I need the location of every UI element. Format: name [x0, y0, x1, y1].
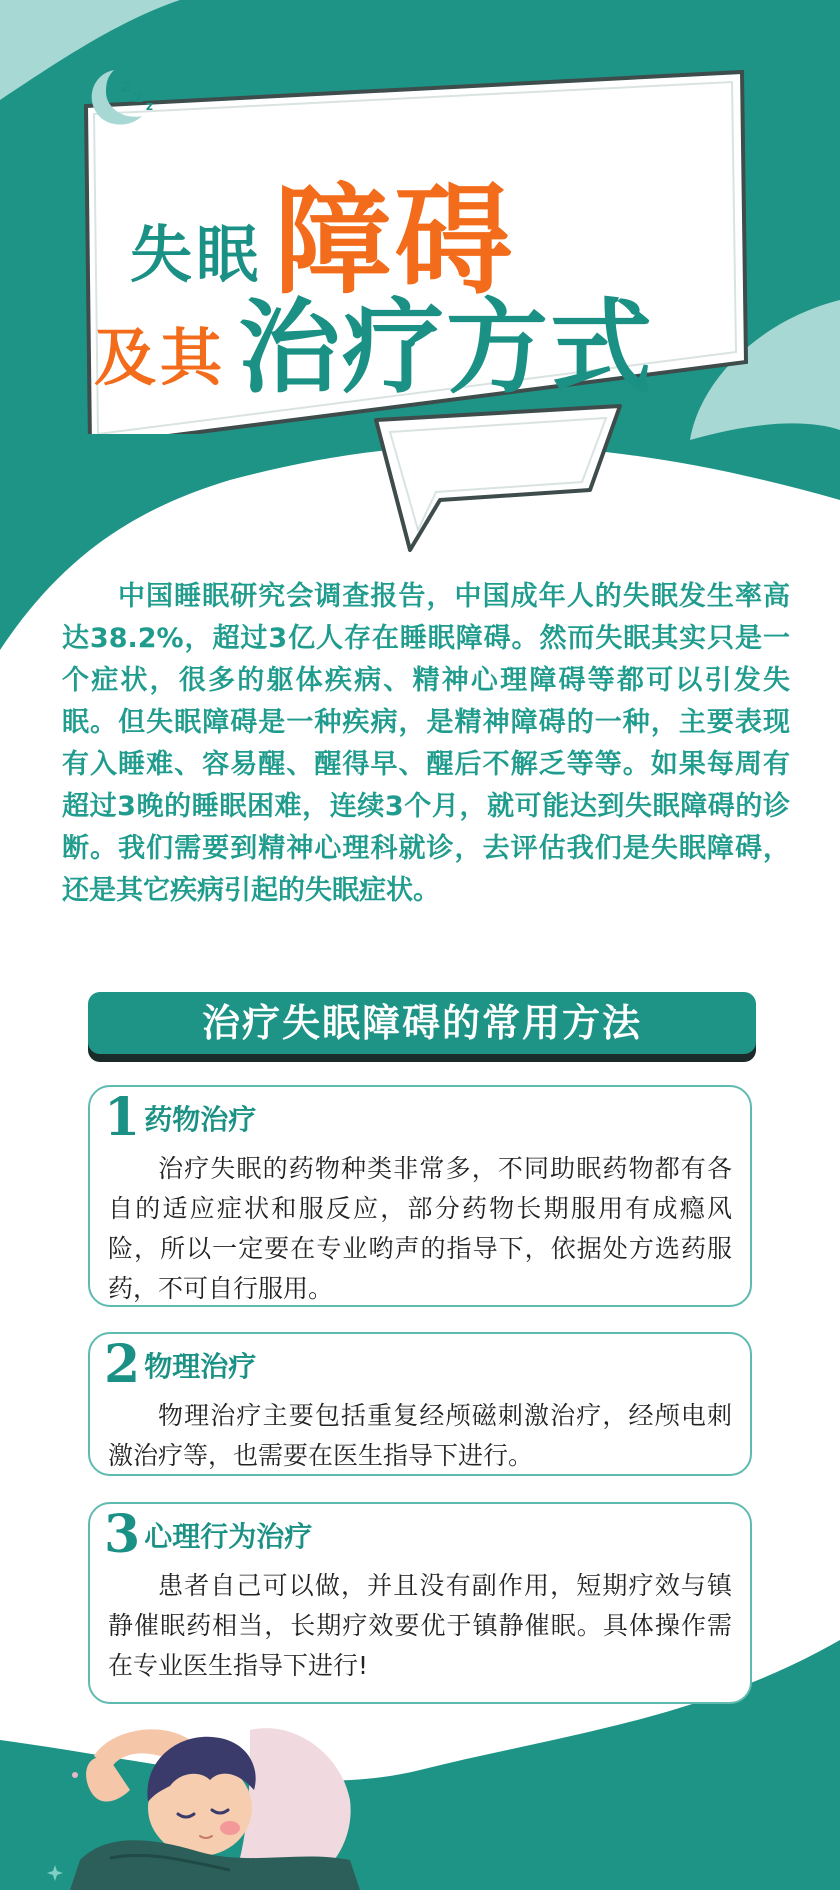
method-title-1	[104, 1087, 256, 1148]
moon-zzz-icon	[80, 62, 160, 132]
title-card-tail	[370, 400, 630, 570]
method-name-3: 心理行为治疗	[144, 1520, 313, 1553]
svg-text:z: z	[120, 73, 132, 97]
section-title: 治疗失眠障碍的常用方法	[88, 992, 756, 1054]
svg-text:z: z	[134, 87, 144, 106]
title-treatment: 治疗方式	[238, 289, 655, 408]
method-title-3	[104, 1504, 312, 1565]
method-title-2	[104, 1334, 256, 1395]
intro-paragraph: 中国睡眠研究会调查报告，中国成年人的失眠发生率高达38.2%，超过3亿人存在睡眠障碍。然而失眠其实只是一个症状，很多的躯体疾病、精神心理障碍等都可以引发失眠。但失眠障碍是一种疾病，是精神障碍的一种，主要表现有入睡难、容易醒、醒得早、醒后不解乏等等。如果每周有超过3晚的睡眠困难，连续3个月，就可能达到失眠障碍的诊断。我们需要到精神心理科就诊，去评估我们是失眠障碍，还是其它疾病引起的失眠症状。	[62, 581, 790, 906]
method-card-1	[88, 1085, 752, 1307]
title-line-2	[94, 289, 655, 408]
method-name-1: 药物治疗	[144, 1103, 257, 1136]
title-line-1	[130, 172, 515, 310]
sleeping-boy-illustration	[50, 1690, 370, 1890]
method-number-1: 1	[104, 1087, 141, 1148]
method-number-3: 3	[104, 1504, 141, 1565]
title-and-its: 及其	[94, 321, 227, 394]
method-name-2: 物理治疗	[144, 1350, 257, 1383]
title-disorder: 障碍	[274, 172, 515, 310]
method-text-1: 治疗失眠的药物种类非常多，不同助眠药物都有各自的适应症状和服反应，部分药物长期服用有成瘾风险，所以一定要在专业哟声的指导下，依据处方选药服药，不可自行服用。	[108, 1154, 732, 1303]
title-card	[80, 62, 752, 434]
method-card-2	[88, 1332, 752, 1476]
method-card-3	[88, 1502, 752, 1704]
title-insomnia: 失眠	[130, 218, 263, 291]
section-header	[88, 992, 756, 1058]
method-number-2: 2	[104, 1334, 141, 1395]
method-text-2: 物理治疗主要包括重复经颅磁刺激治疗，经颅电刺激治疗等，也需要在医生指导下进行。	[108, 1401, 732, 1470]
method-text-3: 患者自己可以做，并且没有副作用，短期疗效与镇静催眠药相当，长期疗效要优于镇静催眠。具体操作需在专业医生指导下进行!	[108, 1571, 732, 1680]
svg-text:z: z	[146, 99, 153, 113]
